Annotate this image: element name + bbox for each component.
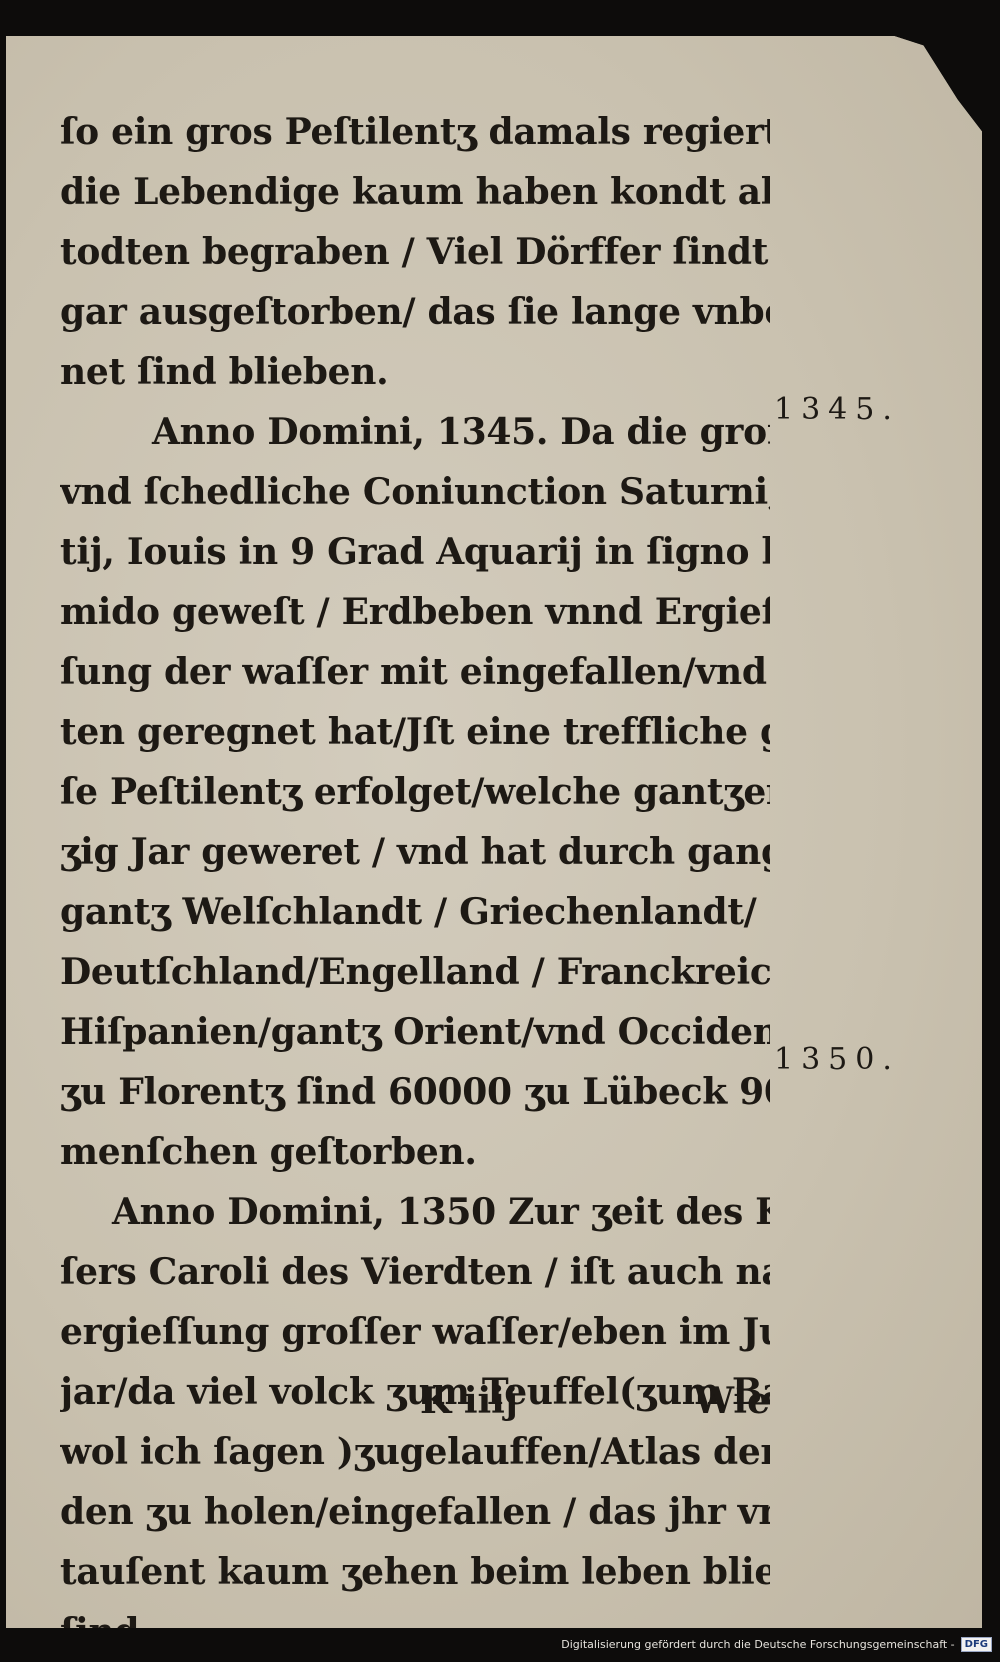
dfg-logo: DFG	[961, 1637, 992, 1652]
digitization-credit	[0, 1628, 1000, 1660]
text-line: net ſind blieben.	[60, 342, 770, 402]
text-line: gantʒ Welſchlandt / Griechenlandt/	[60, 882, 770, 942]
text-line: ʒig Jar geweret / vnd hat durch gangen	[60, 822, 770, 882]
text-line: tauſent kaum ʒehen beim leben blie	[60, 1542, 770, 1602]
text-line: todten begraben / Viel Dörffer ſindt ſo	[60, 222, 770, 282]
text-line: Deutſchland/Engelland / Franckreich/	[60, 942, 770, 1002]
text-line: ten geregnet hat/Jſt eine treffliche	[60, 702, 770, 762]
book-page	[6, 36, 982, 1628]
text-line: ſo ein gros Peſtilentʒ damals regier	[60, 102, 770, 162]
text-line: Anno Domini, 1350 Zur ʒeit des	[60, 1182, 770, 1242]
margin-year-1345: 1345.	[774, 392, 900, 427]
text-line: ſung der waſſer mit eingefallen/vnd	[60, 642, 770, 702]
text-line: gar ausgeſtorben/ das ſie lange vnb	[60, 282, 770, 342]
text-line: die Lebendige kaum haben kondt alle	[60, 162, 770, 222]
text-line: ſers Caroli des Vierdten / iſt auch nach	[60, 1242, 770, 1302]
text-line: wol ich ſagen )ʒugelauffen/Atlas der	[60, 1422, 770, 1482]
credit-text: Digitalisierung gefördert durch die Deutsche Forschungsgemeinschaft -	[561, 1638, 954, 1651]
text-line: Anno Domini, 1345. Da die groſſe	[60, 402, 770, 462]
text-line: Hiſpanien/gantʒ Orient/vnd Occident/	[60, 1002, 770, 1062]
text-line: mido geweſt / Erdbeben vnnd Ergieſ=	[60, 582, 770, 642]
text-line: den ʒu holen/eingefallen / das jhr vnter	[60, 1482, 770, 1542]
text-line: vnd ſchedliche Coniunction Saturni,	[60, 462, 770, 522]
page-footer	[60, 1380, 770, 1436]
text-line: ſind.	[60, 1602, 770, 1662]
margin-year-1350: 1350.	[774, 1042, 900, 1077]
text-line: ſe Peſtilentʒ erfolget/welche gantʒer	[60, 762, 770, 822]
text-line: tij, Iouis in 9 Grad Aquarij in ſigno hu-	[60, 522, 770, 582]
text-line: ʒu Florentʒ ſind 60000 ʒu Lübeck 9	[60, 1062, 770, 1122]
text-line: jar/da viel volck ʒum Teuffel(ʒum Bapſt	[60, 1362, 770, 1422]
catchword: Wie	[694, 1380, 770, 1422]
signature-mark: K iiij	[420, 1380, 518, 1422]
text-line: ergieſſung groſſer waſſer/eben im Jubel	[60, 1302, 770, 1362]
text-line: menſchen geſtorben.	[60, 1122, 770, 1182]
